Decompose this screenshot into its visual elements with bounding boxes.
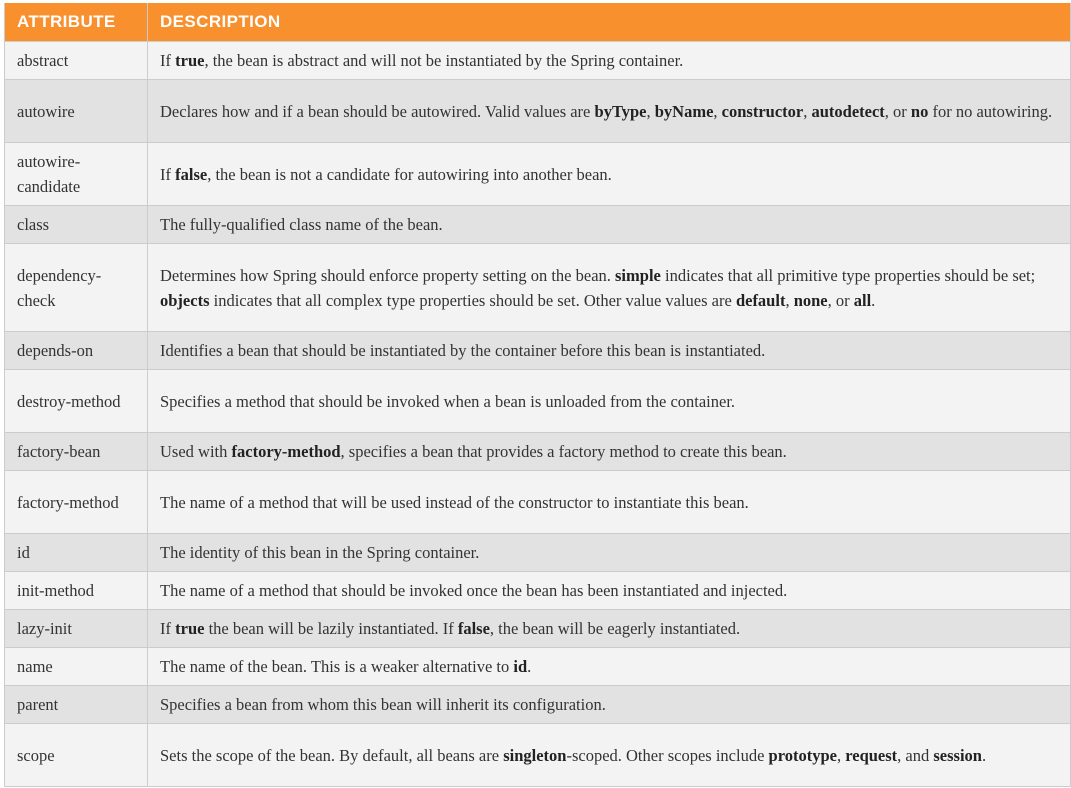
- table-row: [5, 610, 1071, 648]
- bold-keyword: session: [933, 745, 982, 765]
- attribute-name-cell: autowire: [5, 80, 148, 143]
- attribute-name-cell: factory-bean: [5, 433, 148, 471]
- description-cell: [148, 534, 1071, 572]
- description-cell: [148, 724, 1071, 787]
- description-text: , or: [827, 290, 854, 310]
- attribute-name-cell: factory-method: [5, 471, 148, 534]
- description-cell: [148, 42, 1071, 80]
- table-row: [5, 534, 1071, 572]
- table-row: [5, 206, 1071, 244]
- table-row: [5, 80, 1071, 143]
- description-text: Specifies a bean from whom this bean will inherit its configuration.: [160, 695, 606, 714]
- attribute-name-cell: autowire-candidate: [5, 143, 148, 206]
- bold-keyword: prototype: [768, 745, 837, 765]
- table-row: [5, 433, 1071, 471]
- description-text: If: [160, 164, 176, 184]
- attribute-name-cell: destroy-method: [5, 370, 148, 433]
- attribute-table: [4, 3, 1071, 787]
- attribute-column-header: ATTRIBUTE: [5, 3, 148, 42]
- attribute-name-cell: lazy-init: [5, 610, 148, 648]
- description-cell: [148, 433, 1071, 471]
- description-cell: [148, 572, 1071, 610]
- description-text: , the bean will be eagerly instantiated.: [489, 619, 741, 638]
- bold-keyword: constructor: [721, 101, 804, 121]
- bold-keyword: byName: [654, 101, 714, 121]
- description-cell: [148, 206, 1071, 244]
- bold-keyword: default: [735, 290, 786, 310]
- attribute-name-cell: dependency-check: [5, 244, 148, 332]
- bold-keyword: objects: [160, 290, 210, 310]
- description-text: ,: [785, 290, 794, 310]
- attribute-name-cell: class: [5, 206, 148, 244]
- description-cell: [148, 648, 1071, 686]
- table-row: [5, 332, 1071, 370]
- description-cell: [148, 332, 1071, 370]
- description-text: -scoped. Other scopes include: [566, 745, 769, 765]
- description-text: indicates that all primitive type properties should be set;: [660, 265, 1036, 285]
- table-body: [5, 42, 1071, 787]
- bold-keyword: false: [175, 164, 208, 184]
- description-text: Identifies a bean that should be instantiated by the container before this bean is instantiated.: [160, 341, 766, 360]
- table-row: [5, 143, 1071, 206]
- description-cell: [148, 143, 1071, 206]
- description-cell: [148, 610, 1071, 648]
- description-text: If: [160, 51, 176, 70]
- description-text: Declares how and if a bean should be autowired. Valid values are: [160, 101, 595, 121]
- description-text: ,: [646, 101, 655, 121]
- description-text: .: [871, 290, 876, 310]
- description-text: The identity of this bean in the Spring container.: [160, 543, 480, 562]
- attribute-name-cell: name: [5, 648, 148, 686]
- description-text: , the bean is abstract and will not be instantiated by the Spring container.: [204, 51, 684, 70]
- description-column-header: DESCRIPTION: [148, 3, 1071, 42]
- description-text: The name of a method that should be invoked once the bean has been instantiated and injected.: [160, 581, 788, 600]
- description-text: , or: [884, 101, 911, 121]
- bold-keyword: true: [175, 619, 205, 638]
- description-text: The name of the bean. This is a weaker alternative to: [160, 657, 514, 676]
- bold-keyword: id: [513, 657, 528, 676]
- bold-keyword: byType: [594, 101, 647, 121]
- attribute-name-cell: abstract: [5, 42, 148, 80]
- description-text: Determines how Spring should enforce property setting on the bean.: [160, 265, 616, 285]
- description-text: Specifies a method that should be invoked when a bean is unloaded from the container.: [160, 391, 736, 411]
- table-row: [5, 724, 1071, 787]
- attribute-name-cell: depends-on: [5, 332, 148, 370]
- description-text: The fully-qualified class name of the bean.: [160, 215, 443, 234]
- description-cell: [148, 244, 1071, 332]
- description-text: ,: [803, 101, 812, 121]
- table-header-row: [5, 3, 1071, 42]
- bold-keyword: factory-method: [231, 442, 341, 461]
- table-row: [5, 572, 1071, 610]
- description-text: the bean will be lazily instantiated. If: [204, 619, 458, 638]
- table-row: [5, 648, 1071, 686]
- attribute-name-cell: init-method: [5, 572, 148, 610]
- bold-keyword: none: [793, 290, 828, 310]
- description-text: , specifies a bean that provides a factory method to create this bean.: [340, 442, 787, 461]
- description-text: .: [527, 657, 532, 676]
- attribute-name-cell: id: [5, 534, 148, 572]
- table-row: [5, 471, 1071, 534]
- description-text: ,: [836, 745, 846, 765]
- description-text: .: [981, 745, 987, 765]
- description-text: Used with: [160, 442, 232, 461]
- table-row: [5, 686, 1071, 724]
- description-cell: [148, 80, 1071, 143]
- table-row: [5, 244, 1071, 332]
- bold-keyword: all: [853, 290, 872, 310]
- description-text: Sets the scope of the bean. By default, all beans are: [160, 745, 504, 765]
- attribute-name-cell: scope: [5, 724, 148, 787]
- bold-keyword: request: [845, 745, 898, 765]
- description-text: indicates that all complex type properties should be set. Other value values are: [209, 290, 736, 310]
- bold-keyword: autodetect: [811, 101, 885, 121]
- bold-keyword: singleton: [503, 745, 567, 765]
- description-text: , the bean is not a candidate for autowiring into another bean.: [207, 164, 612, 184]
- bold-keyword: no: [910, 101, 929, 121]
- bold-keyword: true: [175, 51, 205, 70]
- description-text: ,: [713, 101, 722, 121]
- table-row: [5, 42, 1071, 80]
- attribute-name-cell: parent: [5, 686, 148, 724]
- description-text: If: [160, 619, 176, 638]
- description-text: for no autowiring.: [928, 101, 1053, 121]
- description-cell: [148, 686, 1071, 724]
- bold-keyword: false: [457, 619, 490, 638]
- description-text: , and: [897, 745, 934, 765]
- bold-keyword: simple: [615, 265, 661, 285]
- table-row: [5, 370, 1071, 433]
- description-text: The name of a method that will be used instead of the constructor to instantiate this bean.: [160, 492, 749, 512]
- description-cell: [148, 471, 1071, 534]
- description-cell: [148, 370, 1071, 433]
